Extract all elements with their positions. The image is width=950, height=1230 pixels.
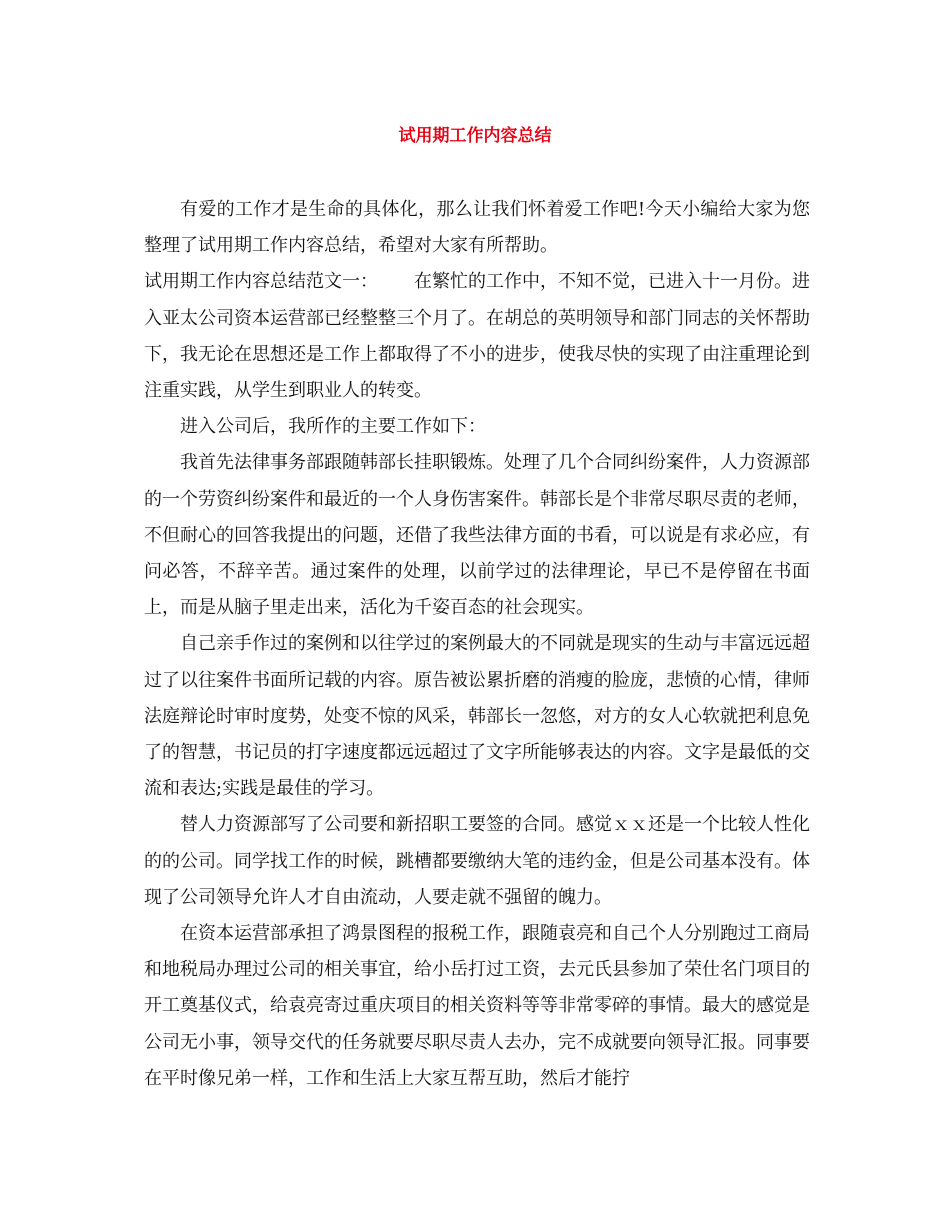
body-paragraph-3: 自己亲手作过的案例和以往学过的案例最大的不同就是现实的生动与丰富远远超过了以往案件书面所记载的内容。原告被讼累折磨的消瘦的脸庞，悲愤的心情，律师法庭辩论时审时度势，处变不惊的风采，韩部长一忽悠，对方的女人心软就把利息免了的智慧，书记员的打字速度都远远超过了文字所能够表达的内容。文字是最低的交流和表达;实践是最佳的学习。	[144, 633, 810, 800]
section-label: 试用期工作内容总结范文一：	[144, 271, 378, 293]
document-body	[144, 192, 810, 1097]
document-title: 试用期工作内容总结	[398, 126, 552, 146]
body-paragraph-2: 我首先法律事务部跟随韩部长挂职锻炼。处理了几个合同纠纷案件，人力资源部的一个劳资纠纷案件和最近的一个人身伤害案件。韩部长是个非常尽职尽责的老师，不但耐心的回答我提出的问题，还借了我些法律方面的书看，可以说是有求必应，有问必答，不辞辛苦。通过案件的处理，以前学过的法律理论，早已不是停留在书面上，而是从脑子里走出来，活化为千姿百态的社会现实。	[144, 452, 810, 619]
section-paragraph	[144, 264, 810, 409]
body-paragraph-5: 在资本运营部承担了鸿景图程的报税工作，跟随袁亮和自己个人分别跑过工商局和地税局办理过公司的相关事宜，给小岳打过工资，去元氏县参加了荣仕名门项目的开工奠基仪式，给袁亮寄过重庆项目的相关资料等等非常零碎的事情。最大的感觉是公司无小事，领导交代的任务就要尽职尽责人去办，完不成就要向领导汇报。同事要在平时像兄弟一样，工作和生活上大家互帮互助，然后才能拧	[144, 923, 810, 1089]
intro-paragraph: 有爱的工作才是生命的具体化，那么让我们怀着爱工作吧!今天小编给大家为您整理了试用期工作内容总结，希望对大家有所帮助。	[144, 199, 810, 257]
body-paragraph-1: 进入公司后，我所作的主要工作如下：	[180, 416, 486, 438]
section-first-text: 在繁忙的工作中，不知不觉，已进入十一月份。进入亚太公司资本运营部已经整整三个月了。在胡总的英明领导和部门同志的关怀帮助下，我无论在思想还是工作上都取得了不小的进步，使我尽快的实现了由注重理论到注重实践，从学生到职业人的转变。	[144, 271, 810, 402]
body-paragraph-4: 替人力资源部写了公司要和新招职工要签的合同。感觉ｘｘ还是一个比较人性化的的公司。同学找工作的时候，跳槽都要缴纳大笔的违约金，但是公司基本没有。体现了公司领导允许人才自由流动，人要走就不强留的魄力。	[144, 814, 810, 908]
